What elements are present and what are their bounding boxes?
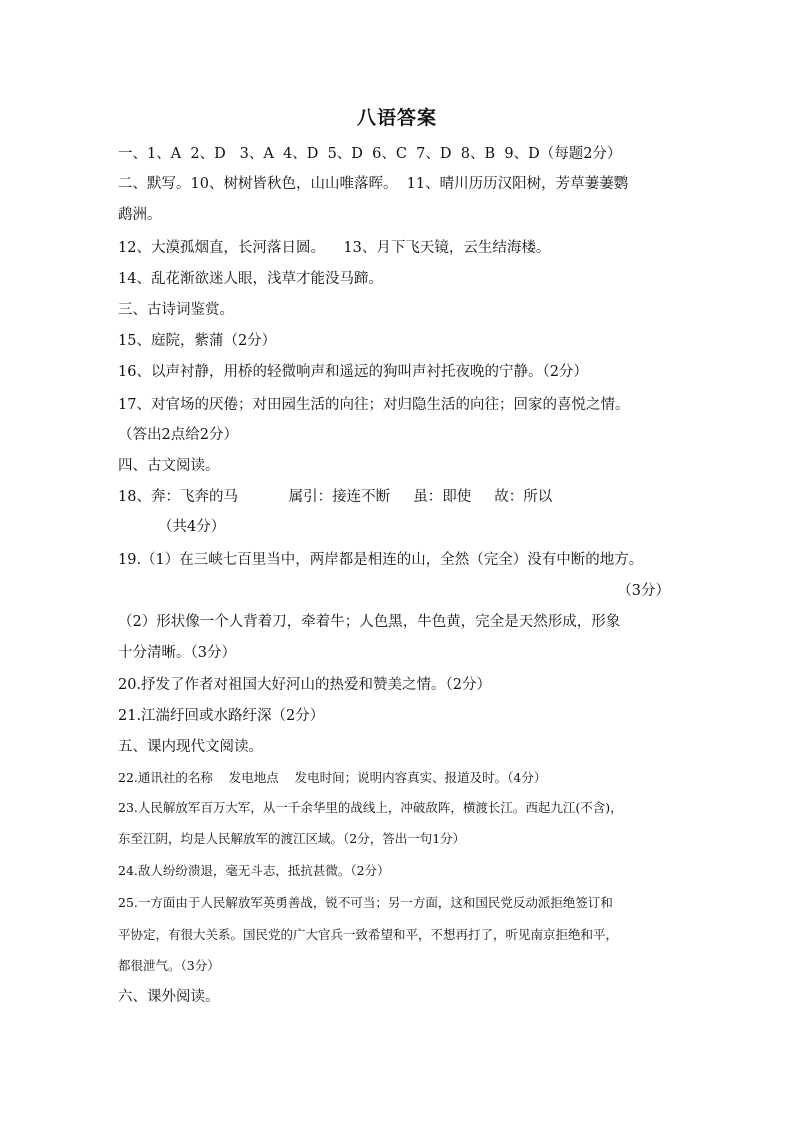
- answer-line-mcq: 一、1、A 2、D 3、A 4、D 5、D 6、C 7、D 8、B 9、D（每题2分）: [118, 146, 622, 162]
- answer-line-17: 17、对官场的厌倦；对田园生活的向往；对归隐生活的向往；回家的喜悦之情。: [118, 397, 630, 413]
- answer-line-23: 23.人民解放军百万大军，从一千余华里的战线上，冲破敌阵，横渡长江。西起九江(不含)，: [118, 800, 623, 815]
- answer-line-25: 25.一方面由于人民解放军英勇善战，锐不可当；另一方面，这和国民党反动派拒绝签订和: [118, 895, 613, 910]
- answer-line-15: 15、庭院，紫蒲（2分）: [118, 333, 277, 349]
- answer-line-18-score: （共4分）: [158, 519, 226, 535]
- answer-line-dictation-cont: 鹉洲。: [118, 207, 162, 223]
- section-heading-poetry: 三、古诗词鉴赏。: [118, 302, 234, 318]
- answer-line-20: 20.抒发了作者对祖国大好河山的热爱和赞美之情。（2分）: [118, 677, 492, 693]
- answer-line-12-13: 12、大漠孤烟直，长河落日圆。 13、月下飞天镜，云生结海楼。: [118, 240, 551, 256]
- answer-line-21: 21.江湍纡回或水路纡深（2分）: [118, 708, 325, 724]
- answer-line-25-cont: 平协定，有很大关系。国民党的广大官兵一致希望和平，不想再打了，听见南京拒绝和平，: [118, 927, 619, 942]
- answer-line-19-2-cont: 十分清晰。（3分）: [118, 645, 236, 661]
- section-heading-extracurricular: 六、课外阅读。: [118, 989, 220, 1005]
- answer-line-dictation: 二、默写。10、树树皆秋色，山山唯落晖。 11、晴川历历汉阳树，芳草萋萋鹦: [118, 176, 629, 192]
- answer-line-17-cont: （答出2点给2分）: [118, 427, 238, 443]
- answer-line-23-cont: 东至江阴，均是人民解放军的渡江区域。（2分，答出一句1分）: [118, 831, 466, 846]
- answer-line-22: 22.通讯社的名称 发电地点 发电时间；说明内容真实、报道及时。（4分）: [118, 770, 547, 785]
- answer-line-19-2: （2）形状像一个人背着刀，牵着牛；人色黑，牛色黄，完全是天然形成，形象: [118, 614, 621, 630]
- section-heading-modern: 五、课内现代文阅读。: [118, 739, 263, 755]
- answer-line-14: 14、乱花渐欲迷人眼，浅草才能没马蹄。: [118, 271, 383, 287]
- answer-line-19-1: 19.（1）在三峡七百里当中，两岸都是相连的山，全然（完全）没有中断的地方。: [118, 552, 644, 568]
- section-heading-classical: 四、古文阅读。: [118, 458, 220, 474]
- answer-line-18: 18、奔：飞奔的马 属引：接连不断 虽：即使 故：所以: [118, 489, 553, 505]
- answer-line-19-1-score: （3分）: [617, 583, 670, 599]
- answer-line-16: 16、以声衬静，用桥的轻微响声和遥远的狗叫声衬托夜晚的宁静。（2分）: [118, 364, 588, 380]
- answer-line-25-end: 都很泄气。（3分）: [118, 958, 220, 973]
- answer-line-24: 24.敌人纷纷溃退，毫无斗志，抵抗甚微。（2分）: [118, 863, 390, 878]
- page-title: 八语答案: [356, 107, 437, 129]
